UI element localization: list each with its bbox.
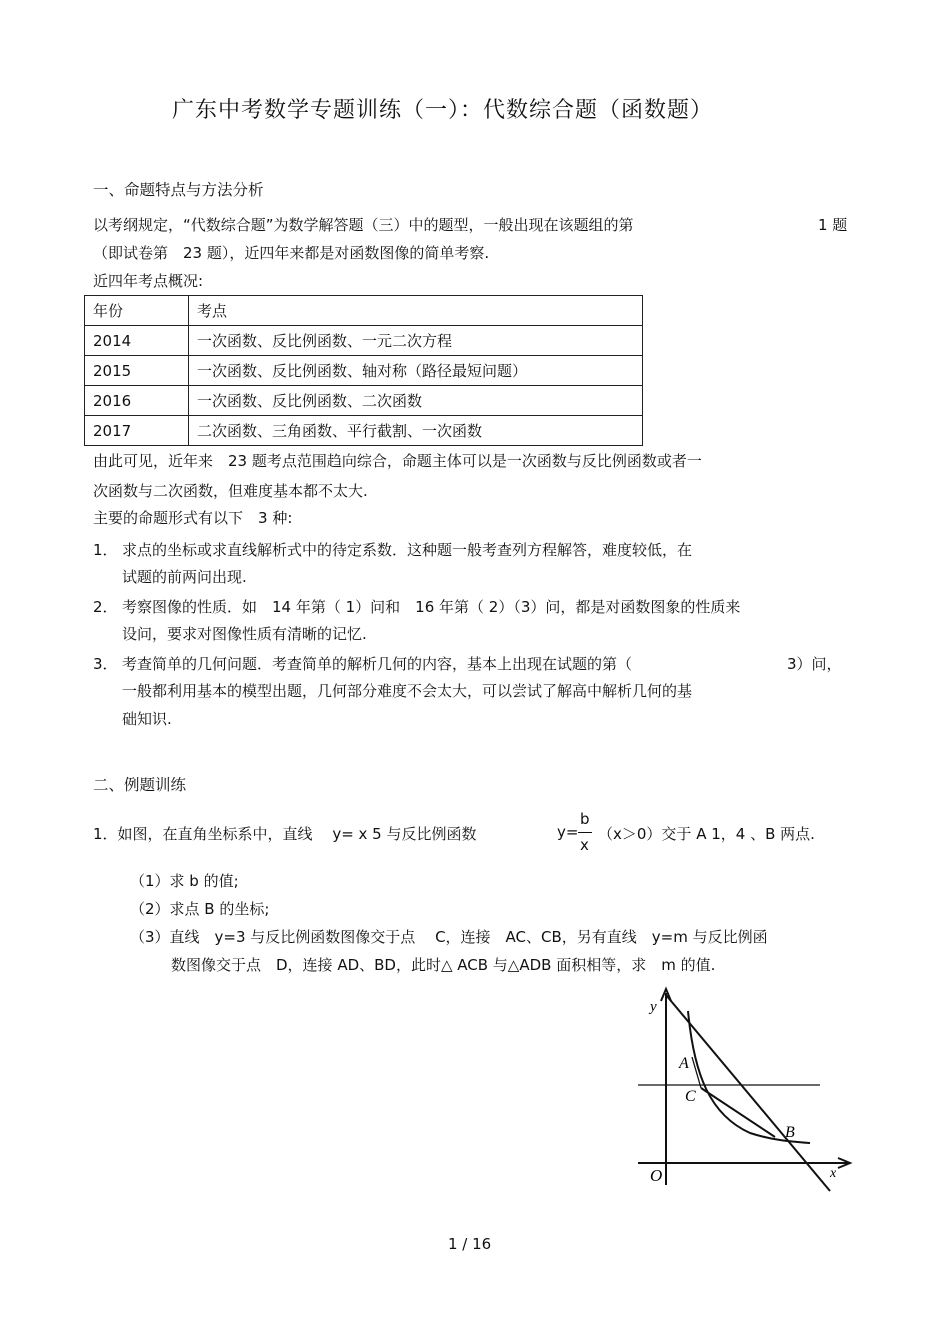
table-row bbox=[85, 356, 643, 386]
cell-year: 2016 bbox=[85, 386, 189, 416]
label-y: y bbox=[650, 999, 657, 1015]
item-1-line-2: 试题的前两问出现. bbox=[122, 568, 247, 586]
item-3-number: 3． bbox=[93, 655, 118, 673]
cell-point: 一次函数、反比例函数、二次函数 bbox=[189, 386, 643, 416]
item-1-line-1: 求点的坐标或求直线解析式中的待定系数．这种题一般考查列方程解答，难度较低，在 bbox=[122, 541, 693, 559]
item-1-number: 1． bbox=[93, 541, 118, 559]
table-row bbox=[85, 386, 643, 416]
fraction-numerator: b bbox=[580, 810, 590, 828]
item-3-line-1-end: 3）问， bbox=[787, 655, 842, 673]
cell-point: 一次函数、反比例函数、轴对称（路径最短问题） bbox=[189, 356, 643, 386]
problem-text-b: （x＞0）交于 A 1，4 、B 两点. bbox=[598, 825, 815, 843]
label-x: x bbox=[830, 1166, 837, 1181]
label-c: C bbox=[685, 1088, 696, 1105]
function-graph-figure bbox=[630, 985, 860, 1195]
cell-year: 2015 bbox=[85, 356, 189, 386]
header-year: 年份 bbox=[85, 296, 189, 326]
sub-question-2: （2）求点 B 的坐标; bbox=[130, 900, 270, 918]
page-number: 1 / 16 bbox=[448, 1235, 492, 1253]
summary-line-2: 次函数与二次函数，但难度基本都不太大. bbox=[93, 482, 368, 500]
item-3-line-1: 考查简单的几何问题．考查简单的解析几何的内容，基本上出现在试题的第（ bbox=[122, 655, 633, 673]
item-2-number: 2． bbox=[93, 598, 118, 616]
label-o: O bbox=[650, 1166, 663, 1185]
item-2-line-2: 设问，要求对图像性质有清晰的记忆. bbox=[122, 625, 367, 643]
cell-point: 一次函数、反比例函数、一元二次方程 bbox=[189, 326, 643, 356]
summary-line-1: 由此可见，近年来 23 题考点范围趋向综合，命题主体可以是一次函数与反比例函数或者一 bbox=[93, 452, 702, 470]
fraction-b-over-x bbox=[578, 810, 592, 858]
cell-point: 二次函数、三角函数、平行截割、一次函数 bbox=[189, 416, 643, 446]
table-row bbox=[85, 416, 643, 446]
section-1-heading: 一、命题特点与方法分析 bbox=[93, 181, 264, 199]
label-b: B bbox=[785, 1124, 795, 1141]
cell-year: 2017 bbox=[85, 416, 189, 446]
sub-question-1: （1）求 b 的值; bbox=[130, 872, 239, 890]
intro-line-2: （即试卷第 23 题），近四年来都是对函数图像的简单考察. bbox=[93, 244, 490, 262]
cell-year: 2014 bbox=[85, 326, 189, 356]
item-2-line-1: 考察图像的性质．如 14 年第（ 1）问和 16 年第（ 2）（3）问，都是对函数图象的性质来 bbox=[122, 598, 741, 616]
problem-y-eq: y= bbox=[557, 823, 579, 841]
problem-text-a: 1．如图，在直角坐标系中，直线 y= x 5 与反比例函数 bbox=[93, 825, 477, 843]
intro-line-1: 以考纲规定，“代数综合题”为数学解答题（三）中的题型，一般出现在该题组的第 bbox=[93, 216, 634, 234]
intro-line-1-end: 1 题 bbox=[818, 216, 848, 234]
fraction-denominator: x bbox=[580, 836, 589, 854]
table-row bbox=[85, 326, 643, 356]
header-point: 考点 bbox=[189, 296, 643, 326]
item-3-line-3: 础知识. bbox=[122, 710, 172, 728]
sub-question-3-line-1: （3）直线 y=3 与反比例函数图像交于点 C，连接 AC、CB，另有直线 y=m 与反比例函 bbox=[130, 928, 768, 946]
table-header-row bbox=[85, 296, 643, 326]
section-2-heading: 二、例题训练 bbox=[93, 776, 187, 794]
fraction-bar bbox=[578, 832, 592, 833]
sub-question-3-line-2: 数图像交于点 D，连接 AD、BD，此时△ ACB 与△ADB 面积相等，求 m 的值. bbox=[171, 956, 716, 974]
page-title: 广东中考数学专题训练（一）：代数综合题（函数题） bbox=[172, 98, 714, 123]
exam-points-table bbox=[84, 295, 643, 446]
forms-intro: 主要的命题形式有以下 3 种: bbox=[93, 509, 293, 527]
overview-label: 近四年考点概况: bbox=[93, 272, 204, 290]
label-a: A bbox=[679, 1055, 689, 1072]
item-3-line-2: 一般都利用基本的模型出题，几何部分难度不会太大，可以尝试了解高中解析几何的基 bbox=[122, 682, 693, 700]
